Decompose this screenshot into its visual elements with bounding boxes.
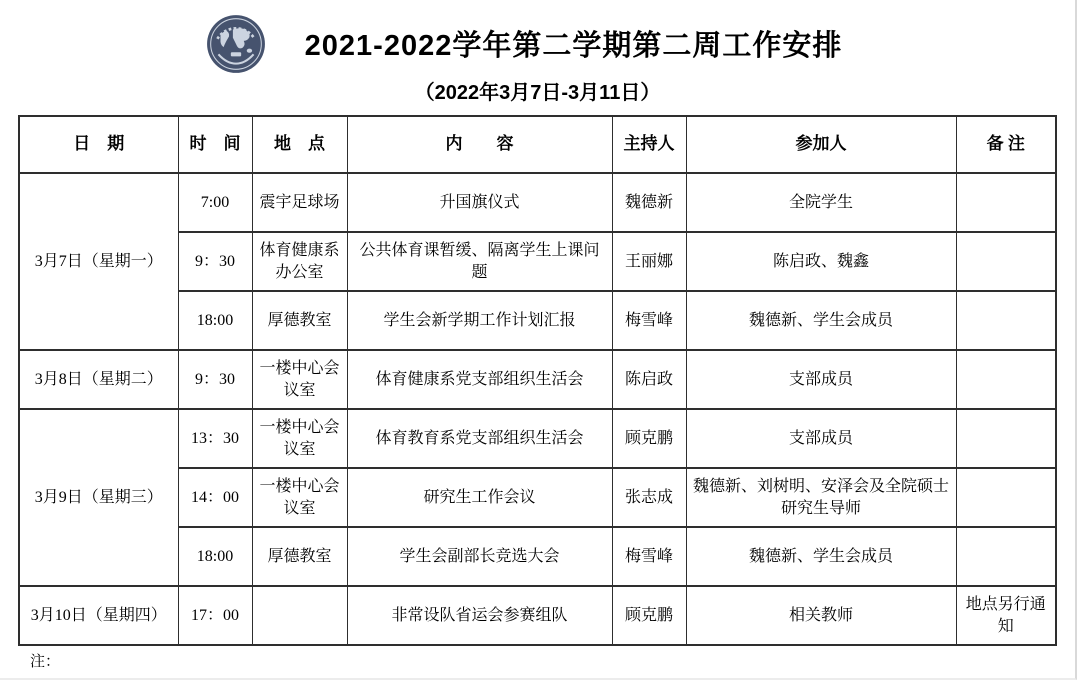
content-cell: 学生会新学期工作计划汇报	[347, 291, 612, 350]
date-cell: 3月7日（星期一）	[19, 173, 178, 350]
time-cell: 13：30	[178, 409, 252, 468]
page-subtitle: （2022年3月7日-3月11日）	[414, 82, 661, 104]
place-cell: 体育健康系办公室	[252, 232, 347, 291]
remark-cell	[956, 468, 1056, 527]
place-cell: 一楼中心会议室	[252, 409, 347, 468]
participants-cell: 支部成员	[686, 350, 956, 409]
remark-cell: 地点另行通知	[956, 586, 1056, 645]
content-cell: 体育教育系党支部组织生活会	[347, 409, 612, 468]
footnote-label: 注：	[30, 654, 61, 670]
time-cell: 9：30	[178, 350, 252, 409]
date-cell: 3月8日（星期二）	[19, 350, 178, 409]
place-cell	[252, 586, 347, 645]
participants-cell: 魏德新、学生会成员	[686, 527, 956, 586]
host-cell: 梅雪峰	[612, 527, 686, 586]
date-cell: 3月10日（星期四）	[19, 586, 178, 645]
host-cell: 顾克鹏	[612, 409, 686, 468]
table-row	[19, 409, 1056, 468]
content-cell: 研究生工作会议	[347, 468, 612, 527]
col-header-date: 日 期	[19, 116, 178, 173]
col-header-time: 时 间	[178, 116, 252, 173]
participants-cell: 陈启政、魏鑫	[686, 232, 956, 291]
content-cell: 体育健康系党支部组织生活会	[347, 350, 612, 409]
col-header-place: 地 点	[252, 116, 347, 173]
time-cell: 7:00	[178, 173, 252, 232]
host-cell: 魏德新	[612, 173, 686, 232]
host-cell: 梅雪峰	[612, 291, 686, 350]
table-row	[19, 586, 1056, 645]
content-cell: 升国旗仪式	[347, 173, 612, 232]
col-header-content: 内 容	[347, 116, 612, 173]
content-cell: 公共体育课暂缓、隔离学生上课问题	[347, 232, 612, 291]
time-cell: 14：00	[178, 468, 252, 527]
time-cell: 17：00	[178, 586, 252, 645]
page-title: 2021-2022学年第二学期第二周工作安排	[304, 30, 843, 62]
col-header-participants: 参加人	[686, 116, 956, 173]
host-cell: 张志成	[612, 468, 686, 527]
host-cell: 王丽娜	[612, 232, 686, 291]
remark-cell	[956, 527, 1056, 586]
content-cell: 非常设队省运会参赛组队	[347, 586, 612, 645]
participants-cell: 支部成员	[686, 409, 956, 468]
time-cell: 18:00	[178, 291, 252, 350]
participants-cell: 魏德新、学生会成员	[686, 291, 956, 350]
table-row	[19, 350, 1056, 409]
document-header	[0, 0, 1075, 112]
place-cell: 厚德教室	[252, 291, 347, 350]
schedule-table	[18, 115, 1057, 646]
content-cell: 学生会副部长竞选大会	[347, 527, 612, 586]
date-cell: 3月9日（星期三）	[19, 409, 178, 586]
participants-cell: 相关教师	[686, 586, 956, 645]
table-row	[19, 173, 1056, 232]
time-cell: 9：30	[178, 232, 252, 291]
remark-cell	[956, 409, 1056, 468]
place-cell: 一楼中心会议室	[252, 350, 347, 409]
remark-cell	[956, 291, 1056, 350]
col-header-remark: 备 注	[956, 116, 1056, 173]
host-cell: 陈启政	[612, 350, 686, 409]
remark-cell	[956, 232, 1056, 291]
col-header-host: 主持人	[612, 116, 686, 173]
place-cell: 震宇足球场	[252, 173, 347, 232]
place-cell: 厚德教室	[252, 527, 347, 586]
host-cell: 顾克鹏	[612, 586, 686, 645]
place-cell: 一楼中心会议室	[252, 468, 347, 527]
time-cell: 18:00	[178, 527, 252, 586]
remark-cell	[956, 350, 1056, 409]
header-row	[19, 116, 1056, 173]
schedule-body	[19, 173, 1056, 645]
participants-cell: 魏德新、刘树明、安泽会及全院硕士研究生导师	[686, 468, 956, 527]
participants-cell: 全院学生	[686, 173, 956, 232]
remark-cell	[956, 173, 1056, 232]
